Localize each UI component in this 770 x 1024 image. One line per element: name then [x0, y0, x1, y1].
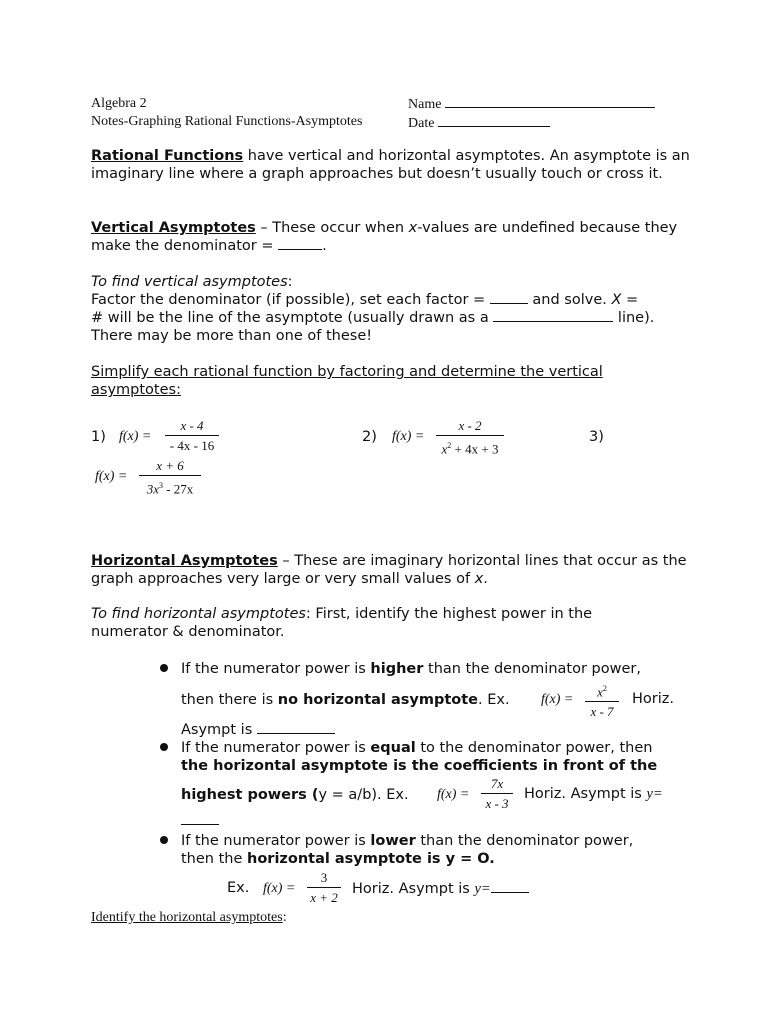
bullet-2-horiz: Horiz. Asympt is y=	[524, 786, 663, 802]
bullet-2-example: f(x) = $\frac{7x}{x - 3}$	[437, 776, 527, 818]
blank-factor[interactable]	[490, 291, 528, 304]
vertical-asymptotes-term: Vertical Asymptotes	[91, 220, 256, 236]
bullet-2-line-4	[181, 812, 219, 830]
course-name: Algebra 2	[91, 96, 147, 111]
vertical-definition: Vertical Asymptotes – These occur when x-values are undefined because they make the denominator = .	[91, 220, 678, 254]
bullet-3-line-2: then the horizontal asymptote is y = O.	[181, 851, 495, 867]
problem-2-numerator: x - 2	[458, 418, 482, 433]
bullet-1-line-2: then there is no horizontal asymptote. Ex.	[181, 692, 510, 708]
horizontal-find-heading: To find horizontal asymptotes	[91, 606, 306, 622]
problem-2-label: 2)	[362, 429, 377, 445]
bullet-1-line-3: Asympt is	[181, 721, 335, 739]
bullet-3-horiz: Horiz. Asympt is y=	[352, 880, 529, 898]
problem-3-function: f(x) = $\frac{x + 6}{3x^3 - 27x}$	[95, 458, 215, 500]
blank-asympt-1[interactable]	[257, 721, 335, 734]
problem-3-numerator: x + 6	[156, 458, 184, 473]
bullet-1-horiz: Horiz.	[632, 691, 674, 707]
problem-1-numerator: x - 4	[180, 418, 204, 433]
vertical-steps: To find vertical asymptotes: Factor the denominator (if possible), set each factor = and solve. X = # will be the line of the asymptote (usually drawn as a line). There may be more than one of these!	[91, 274, 655, 344]
problem-1-denominator: - 4x - 16	[165, 435, 219, 453]
bullet-1-line-1: If the numerator power is higher than the denominator power,	[181, 661, 641, 677]
problem-2-function: f(x) = $\frac{x - 2}{x^2 + 4x + 3}$	[392, 418, 512, 460]
blank-asympt-2[interactable]	[181, 812, 219, 825]
bullet-3-ex-label: Ex.	[227, 880, 250, 896]
name-label: Name	[408, 97, 442, 112]
blank-denominator[interactable]	[278, 237, 322, 250]
bullet-3-example: f(x) = $\frac{3}{x + 2}$	[263, 870, 353, 912]
horizontal-find: To find horizontal asymptotes: First, identify the highest power in the numerator & denominator.	[91, 606, 593, 640]
bullet-1-example: f(x) = $\frac{x^2}{x - 7}$	[541, 681, 631, 723]
notes-title: Notes-Graphing Rational Functions-Asymptotes	[91, 114, 363, 129]
bullet-2-line-2: the horizontal asymptote is the coefficients in front of the	[181, 758, 658, 774]
problem-1-label: 1)	[91, 429, 106, 445]
date-field[interactable]	[438, 114, 550, 127]
bullet-dot-2	[160, 743, 168, 751]
name-field[interactable]	[445, 95, 655, 108]
rational-functions-term: Rational Functions	[91, 148, 244, 164]
problem-3-label: 3)	[589, 429, 604, 445]
bullet-3-line-1: If the numerator power is lower than the denominator power,	[181, 833, 634, 849]
bullet-dot-3	[160, 836, 168, 844]
bullet-2-line-1: If the numerator power is equal to the denominator power, then	[181, 740, 653, 756]
horizontal-definition: Horizontal Asymptotes – These are imaginary horizontal lines that occur as the graph approaches very large or very small values of x.	[91, 553, 687, 587]
problem-1-function: f(x) = $\frac{x - 4}{- 4x - 16}$	[119, 418, 229, 460]
bullet-dot-1	[160, 664, 168, 672]
blank-line-type[interactable]	[493, 309, 613, 322]
name-date-block	[408, 95, 655, 133]
date-label: Date	[408, 116, 435, 131]
header	[91, 95, 362, 131]
vertical-find-heading: To find vertical asymptotes	[91, 274, 288, 290]
intro-paragraph: Rational Functions have vertical and horizontal asymptotes. An asymptote is an imaginary line where a graph approaches but doesn’t usually touch or cross it.	[91, 148, 690, 182]
problem-3-denominator: $3x^3 - 27x$	[139, 475, 201, 496]
problem-2-denominator: $x^2 + 4x + 3$	[436, 435, 504, 456]
horizontal-asymptotes-term: Horizontal Asymptotes	[91, 553, 278, 569]
blank-asympt-3[interactable]	[491, 880, 529, 893]
identify-heading: Identify the horizontal asymptotes:	[91, 910, 287, 925]
vertical-instruction: Simplify each rational function by factoring and determine the vertical asymptotes:	[91, 364, 603, 398]
bullet-2-line-3: highest powers (y = a/b). Ex.	[181, 787, 409, 803]
